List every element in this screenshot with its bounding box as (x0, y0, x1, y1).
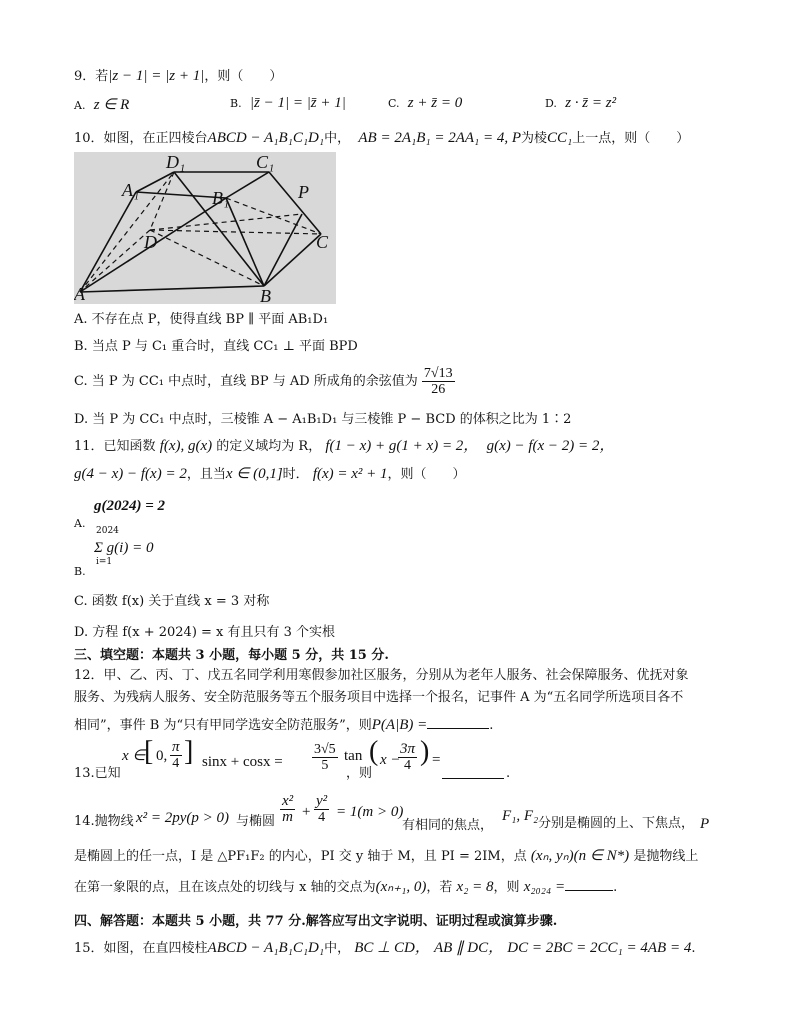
edge-db (150, 230, 264, 286)
q11-line1: 11．已知函数 f(x), g(x) 的定义域均为 R， f(1 − x) + g(1 + x) = 2， g(x) − f(x − 2) = 2， (74, 438, 615, 454)
frustum-figure (74, 152, 336, 304)
q10-option-a: A. 不存在点 P，使得直线 BP ∥ 平面 AB₁D₁ (74, 312, 329, 327)
q12-line2: 服务、为残病人服务、安全防范服务等五个服务项目中选择一个报名，记事件 A 为“五名同学所选项目各不 (74, 690, 684, 705)
q12-answer-blank (427, 714, 489, 729)
label-a1: A₁ (122, 180, 140, 200)
q12-line3: 相同”，事件 B 为“只有甲同学选安全防范服务”，则P(A|B) = . (74, 714, 493, 736)
edge-d1d (150, 172, 174, 230)
exam-page: 9．若|z − 1| = |z + 1|，则（ ） A. z ∈ R B. |z̄ − 1| = |z̄ + 1| C. z + z̄ = 0 D. z · z̄ = z² 10．如图，在正四棱台ABCD − A₁B₁C₁D₁中， AB = 2A₁B₁ = 2AA₁ = 4, P为棱CC₁上一点，则（ ） D₁ C₁ A₁ B₁ P D C A B A. 不存在点 P，使得直线 BP ∥ 平面 AB₁D₁ B. 当点 P 与 C₁ 重合时，直线 CC₁ ⊥ 平面 BPD C. 当 P 为 CC₁ 中点时，直线 BP 与 AD 所成角的余弦值为 $\frac{7√13}{26}$ D. 当 P 为 CC₁ 中点时，三棱锥 A − A₁B₁D₁ 与三棱锥 P − BCD 的体积之比为 1∶2 11．已知函数 f(x), g(x) 的定义域均为 R， f(1 − x) + g(1 + x) = 2， g(x) − f(x − 2) = 2， g(4 − x) − f(x) = 2，且当x ∈ (0,1]时． f(x) = x² + 1，则（ ） g(2024) = 2 A. 2024 Σ g(i) = 0 i=1 B. C. 函数 f(x) 关于直线 x = 3 对称 D. 方程 f(x + 2024) = x 有且只有 3 个实根 三、填空题：本题共 3 小题，每小题 5 分，共 15 分. 12．甲、乙、丙、丁、戊五名同学利用寒假参加社区服务，分别从为老年人服务、社会保障服务、优抚对象 服务、为残病人服务、安全防范服务等五个服务项目中选择一个报名，记事件 A 为“五名同学所选项目各不 相同”，事件 B 为“只有甲同学选安全防范服务”，则P(A|B) = . 13.已知 x ∈ [ 0, $\frac{\pi}{4}$ ] sinx + cosx = $\frac{3√5}{5}$ ，则 tan ( x − $\frac{3\pi}{4}$ ) = . 14.抛物线 x² = 2py(p > 0) 与椭圆 $\frac{\text{x²}}{m}$ + $\frac{\text{y²}}{4}$ = 1(m > 0) 有相同的焦点， F₁, F₂ 分别是椭圆的上、下焦点， P 是椭圆上的任一点，I 是 △PF₁F₂ 的内心，PI 交 y 轴于 M，且 PI = 2IM，点 (xₙ, yₙ)(n ∈ N*) 是抛物线上 在第一象限的点，且在该点处的切线与 x 轴的交点为(xₙ₊₁, 0)，若 x₂ = 8，则 x₂₀₂₄ = . 四、解答题：本题共 5 小题，共 77 分.解答应写出文字说明、证明过程或演算步骤. 15．如图，在直四棱柱ABCD − A₁B₁C₁D₁中， BC ⊥ CD， AB ∥ DC， DC = 2BC = 2CC₁ = 4AB = 4. (0, 0, 794, 1028)
q9-option-a: A. z ∈ R (74, 97, 130, 113)
frustum-diagram (74, 152, 336, 304)
q9-stem (74, 66, 282, 87)
label-b1: B₁ (212, 188, 230, 208)
edge-a1a (80, 192, 136, 292)
q14-answer-blank (565, 876, 613, 891)
section-3-heading: 三、填空题：本题共 3 小题，每小题 5 分，共 15 分. (74, 648, 389, 663)
edge-dp (150, 214, 302, 230)
q14-line3: 在第一象限的点，且在该点处的切线与 x 轴的交点为(xₙ₊₁, 0)，若 x₂ = 8，则 x₂₀₂₄ = . (74, 876, 617, 898)
q10-stem: 10．如图，在正四棱台ABCD − A₁B₁C₁D₁中， AB = 2A₁B₁ = 2AA₁ = 4, P为棱CC₁上一点，则（ ） (74, 130, 690, 146)
q13-answer-blank (442, 764, 504, 779)
label-d: D (144, 232, 157, 252)
q9-condition: |z − 1| = |z + 1| (108, 68, 205, 84)
q11-line2: g(4 − x) − f(x) = 2，且当x ∈ (0,1]时． f(x) = x² + 1，则（ ） (74, 466, 466, 482)
q9-tail: ，则（ ） (204, 69, 283, 84)
edge-bc (264, 234, 321, 286)
label-b: B (260, 286, 271, 304)
q10-solid: ABCD − A₁B₁C₁D₁ (207, 130, 325, 146)
edge-b1b (226, 198, 264, 286)
q10-c-fraction: $\frac{7√13}{26}$ (423, 366, 453, 397)
section-4-heading: 四、解答题：本题共 5 小题，共 77 分.解答应写出文字说明、证明过程或演算步骤. (74, 914, 558, 929)
q12-line1: 12．甲、乙、丙、丁、戊五名同学利用寒假参加社区服务，分别从为老年人服务、社会保障服务、优抚对象 (74, 668, 689, 683)
edge-da (80, 230, 150, 292)
q10-condition: AB = 2A₁B₁ = 2AA₁ = 4, P (358, 130, 522, 146)
q11-option-c: C. 函数 f(x) 关于直线 x = 3 对称 (74, 594, 270, 609)
label-d1: D₁ (166, 152, 186, 172)
edge-ab (80, 286, 264, 292)
label-c: C (316, 232, 329, 252)
q9-option-d: D. z · z̄ = z² (545, 95, 617, 111)
q9-number: 9．若 (74, 69, 109, 84)
label-a: A (74, 284, 85, 304)
q11-option-d: D. 方程 f(x + 2024) = x 有且只有 3 个实根 (74, 625, 336, 640)
q14-line2: 是椭圆上的任一点，I 是 △PF₁F₂ 的内心，PI 交 y 轴于 M，且 PI = 2IM，点 (xₙ, yₙ)(n ∈ N*) 是抛物线上 (74, 848, 699, 864)
edge-d1a1 (136, 172, 174, 192)
q10-option-b: B. 当点 P 与 C₁ 重合时，直线 CC₁ ⊥ 平面 BPD (74, 339, 358, 354)
q10-option-c: C. 当 P 为 CC₁ 中点时，直线 BP 与 AD 所成角的余弦值为 $\frac{7√13}{26}$ (74, 366, 453, 397)
q10-option-d: D. 当 P 为 CC₁ 中点时，三棱锥 A − A₁B₁D₁ 与三棱锥 P − BCD 的体积之比为 1∶2 (74, 412, 572, 427)
q9-option-c: C. z + z̄ = 0 (388, 95, 463, 111)
label-c1: C₁ (256, 152, 275, 172)
label-p: P (298, 182, 309, 202)
q9-option-b: B. |z̄ − 1| = |z̄ + 1| (230, 95, 346, 111)
edge-b1c1 (226, 172, 269, 198)
q15-stem: 15．如图，在直四棱柱ABCD − A₁B₁C₁D₁中， BC ⊥ CD， AB ∥ DC， DC = 2BC = 2CC₁ = 4AB = 4. (74, 940, 696, 956)
